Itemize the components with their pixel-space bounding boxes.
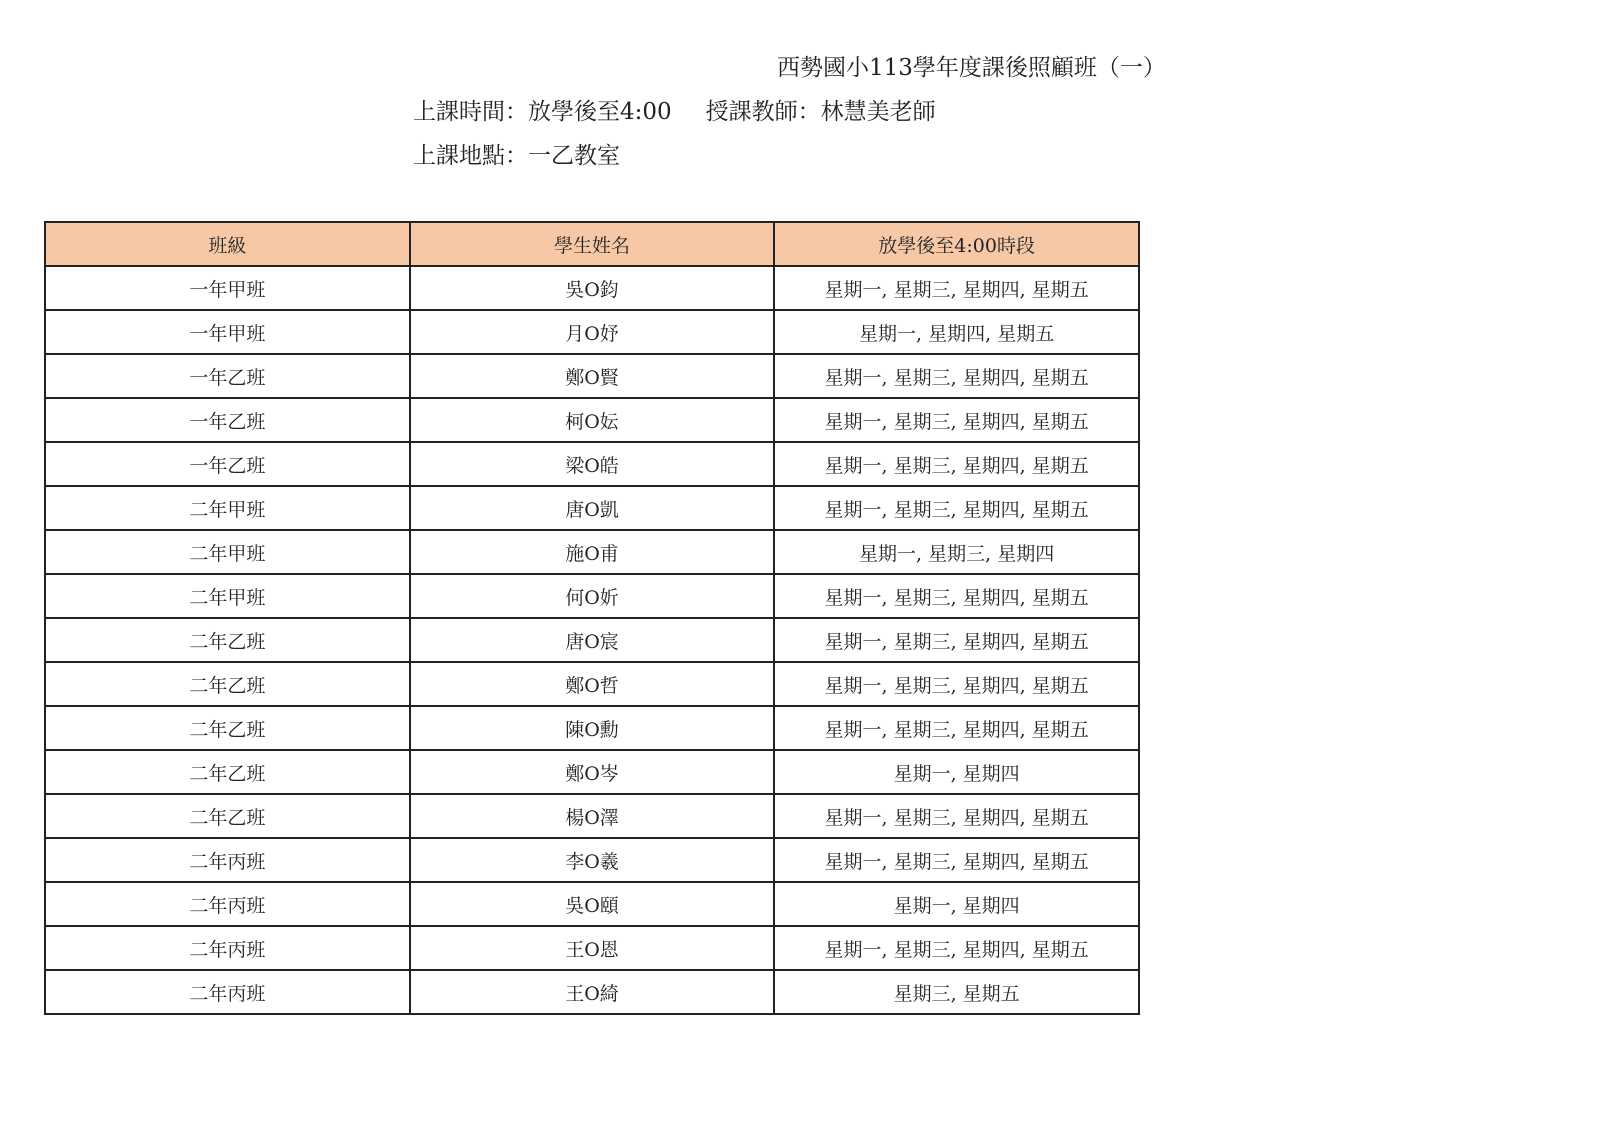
cell-class: 二年乙班: [45, 794, 410, 838]
cell-class: 二年丙班: [45, 926, 410, 970]
cell-time-slot: 星期一, 星期四, 星期五: [774, 310, 1139, 354]
cell-student-name: 楊O澤: [410, 794, 775, 838]
document-title: 西勢國小113學年度課後照顧班（一）: [777, 55, 1166, 81]
cell-time-slot: 星期一, 星期四: [774, 882, 1139, 926]
table-row: [45, 486, 1139, 530]
cell-class: 二年乙班: [45, 618, 410, 662]
cell-student-name: 王O綺: [410, 970, 775, 1014]
table-row: [45, 794, 1139, 838]
student-roster-table: [44, 221, 1140, 1015]
class-time: 上課時間：放學後至4:00: [413, 99, 672, 125]
cell-student-name: 李O羲: [410, 838, 775, 882]
teacher: 授課教師：林慧美老師: [705, 99, 936, 125]
table-row: [45, 310, 1139, 354]
cell-time-slot: 星期一, 星期三, 星期四, 星期五: [774, 354, 1139, 398]
cell-class: 一年甲班: [45, 310, 410, 354]
cell-class: 二年丙班: [45, 970, 410, 1014]
cell-class: 一年乙班: [45, 442, 410, 486]
cell-class: 二年丙班: [45, 838, 410, 882]
class-location: 上課地點：一乙教室: [413, 143, 620, 169]
cell-student-name: 吳O頤: [410, 882, 775, 926]
table-row: [45, 706, 1139, 750]
cell-student-name: 王O恩: [410, 926, 775, 970]
cell-time-slot: 星期一, 星期三, 星期四, 星期五: [774, 574, 1139, 618]
table-row: [45, 266, 1139, 310]
column-header-time-slot: 放學後至4:00時段: [774, 222, 1139, 266]
cell-student-name: 何O妡: [410, 574, 775, 618]
cell-student-name: 鄭O岑: [410, 750, 775, 794]
table-row: [45, 574, 1139, 618]
table-row: [45, 882, 1139, 926]
cell-student-name: 唐O宸: [410, 618, 775, 662]
cell-student-name: 梁O皓: [410, 442, 775, 486]
cell-class: 一年乙班: [45, 354, 410, 398]
cell-time-slot: 星期一, 星期三, 星期四, 星期五: [774, 926, 1139, 970]
table-row: [45, 618, 1139, 662]
column-header-class: 班級: [45, 222, 410, 266]
table-row: [45, 750, 1139, 794]
table-row: [45, 926, 1139, 970]
table-row: [45, 354, 1139, 398]
table-row: [45, 970, 1139, 1014]
table-row: [45, 442, 1139, 486]
table-body: [45, 266, 1139, 1014]
cell-time-slot: 星期一, 星期三, 星期四, 星期五: [774, 442, 1139, 486]
cell-time-slot: 星期一, 星期三, 星期四: [774, 530, 1139, 574]
class-time-line: [413, 96, 936, 128]
cell-time-slot: 星期三, 星期五: [774, 970, 1139, 1014]
cell-class: 二年甲班: [45, 486, 410, 530]
table-row: [45, 530, 1139, 574]
cell-student-name: 施O甫: [410, 530, 775, 574]
cell-class: 一年甲班: [45, 266, 410, 310]
cell-student-name: 唐O凱: [410, 486, 775, 530]
table-header-row: [45, 222, 1139, 266]
cell-time-slot: 星期一, 星期三, 星期四, 星期五: [774, 266, 1139, 310]
cell-time-slot: 星期一, 星期三, 星期四, 星期五: [774, 662, 1139, 706]
cell-class: 二年乙班: [45, 750, 410, 794]
cell-time-slot: 星期一, 星期三, 星期四, 星期五: [774, 486, 1139, 530]
column-header-student-name: 學生姓名: [410, 222, 775, 266]
cell-class: 二年丙班: [45, 882, 410, 926]
cell-class: 二年乙班: [45, 706, 410, 750]
cell-student-name: 柯O妘: [410, 398, 775, 442]
table-row: [45, 398, 1139, 442]
cell-class: 二年甲班: [45, 530, 410, 574]
cell-time-slot: 星期一, 星期三, 星期四, 星期五: [774, 706, 1139, 750]
table-row: [45, 838, 1139, 882]
cell-student-name: 鄭O哲: [410, 662, 775, 706]
cell-class: 二年甲班: [45, 574, 410, 618]
cell-student-name: 鄭O賢: [410, 354, 775, 398]
cell-time-slot: 星期一, 星期三, 星期四, 星期五: [774, 794, 1139, 838]
cell-time-slot: 星期一, 星期四: [774, 750, 1139, 794]
table-row: [45, 662, 1139, 706]
cell-student-name: 月O妤: [410, 310, 775, 354]
cell-time-slot: 星期一, 星期三, 星期四, 星期五: [774, 618, 1139, 662]
cell-class: 二年乙班: [45, 662, 410, 706]
cell-student-name: 吳O鈞: [410, 266, 775, 310]
cell-time-slot: 星期一, 星期三, 星期四, 星期五: [774, 838, 1139, 882]
cell-time-slot: 星期一, 星期三, 星期四, 星期五: [774, 398, 1139, 442]
cell-class: 一年乙班: [45, 398, 410, 442]
cell-student-name: 陳O勳: [410, 706, 775, 750]
